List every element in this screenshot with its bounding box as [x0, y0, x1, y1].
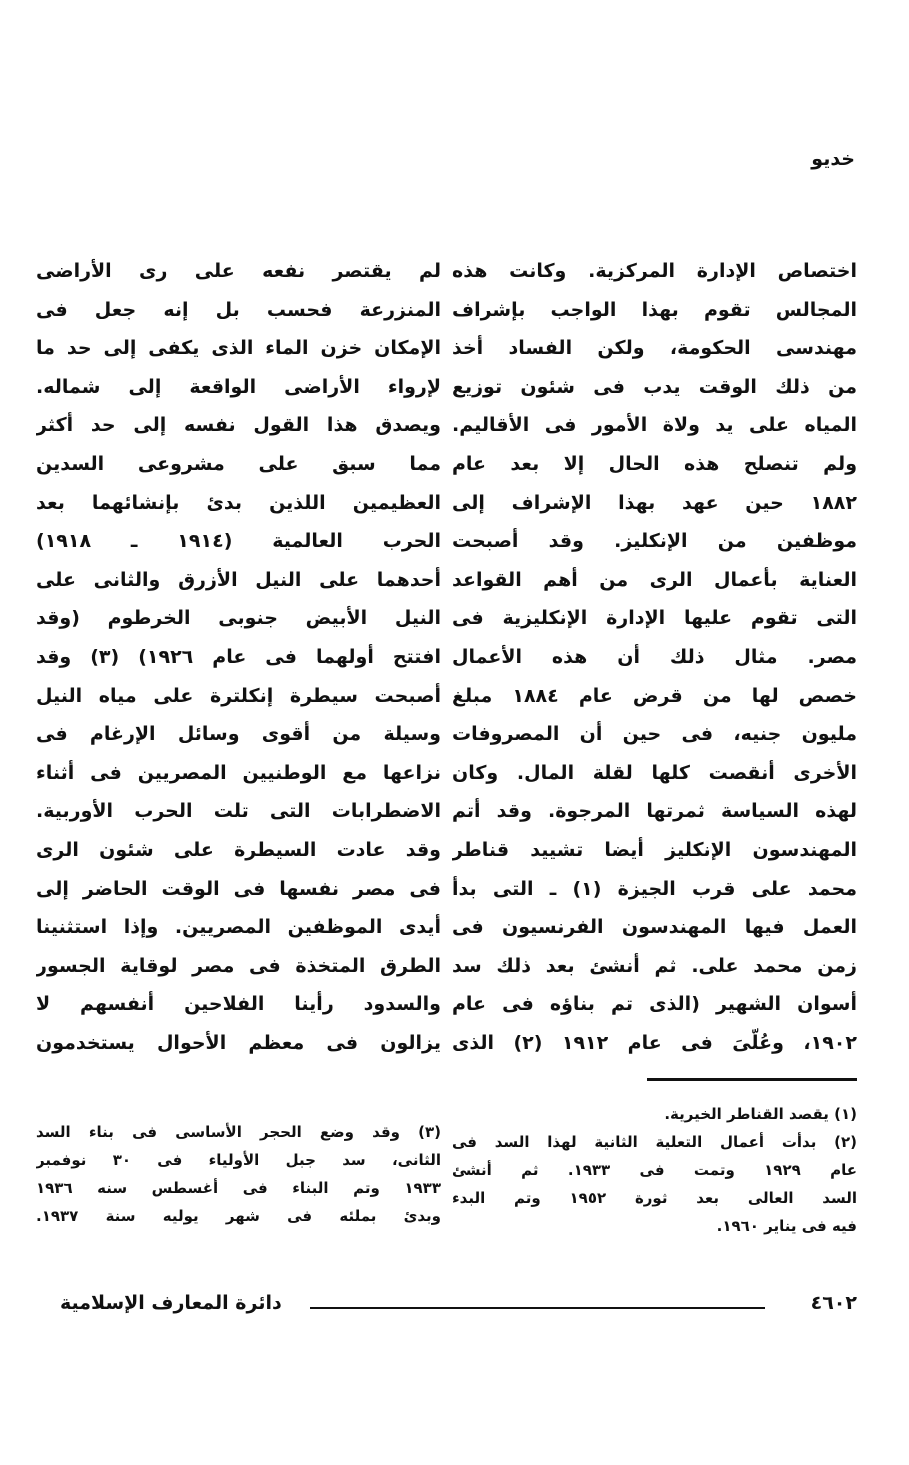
text-line: والسدود رأينا الفلاحين أنفسهم لا — [36, 993, 441, 1016]
text-line: خصص لها من قرض عام ١٨٨٤ مبلغ — [452, 684, 857, 707]
text-line: لإرواء الأراضى الواقعة إلى شماله. — [36, 375, 441, 398]
page-footer — [60, 1292, 857, 1322]
page-number: ٤٦٠٢ — [810, 1292, 857, 1314]
journal-title: دائرة المعارف الإسلامية — [60, 1292, 282, 1314]
text-line: موظفين من الإنكليز. وقد أصبحت — [452, 530, 857, 553]
footnote-line: ١٩٣٣ وتم البناء فى أغسطس سنه ١٩٣٦ — [36, 1179, 441, 1197]
text-line: من ذلك الوقت يدب فى شئون توزيع — [452, 375, 857, 398]
text-line: أحدهما على النيل الأزرق والثانى على — [36, 568, 441, 591]
text-line: المياه على يد ولاة الأمور فى الأقاليم. — [452, 414, 857, 437]
text-line: وسيلة من أقوى وسائل الإرغام فى — [36, 723, 441, 746]
text-line: نزاعها مع الوطنيين المصريين فى أثناء — [36, 761, 441, 784]
text-line: يزالون فى معظم الأحوال يستخدمون — [36, 1031, 441, 1054]
text-line: الحرب العالمية (١٩١٤ ـ ١٩١٨) — [36, 530, 441, 553]
running-head: خديو — [811, 148, 855, 170]
text-line: الطرق المتخذة فى مصر لوقاية الجسور — [36, 954, 441, 977]
text-line: ١٩٠٢، وعُلّىَ فى عام ١٩١٢ (٢) الذى — [452, 1031, 857, 1054]
text-line: لهذه السياسة ثمرتها المرجوة. وقد أتم — [452, 800, 857, 823]
text-line: أصبحت سيطرة إنكلترة على مياه النيل — [36, 684, 441, 707]
footnote-line: فيه فى يناير ١٩٦٠. — [716, 1217, 857, 1235]
text-line: فى مصر نفسها فى الوقت الحاضر إلى — [36, 877, 441, 900]
text-line: الإمكان خزن الماء الذى يكفى إلى حد ما — [36, 337, 441, 360]
text-line: وقد عادت السيطرة على شئون الرى — [36, 838, 441, 861]
text-column-right — [452, 252, 857, 1062]
footer-divider — [310, 1307, 765, 1309]
text-line: لم يقتصر نفعه على رى الأراضى — [36, 260, 441, 282]
text-line: العناية بأعمال الرى من أهم القواعد — [452, 568, 857, 591]
text-line: أسوان الشهير (الذى تم بناؤه فى عام — [452, 993, 857, 1016]
footnote-divider — [647, 1078, 857, 1081]
footnotes-left — [36, 1118, 441, 1230]
text-line: النيل الأبيض جنوبى الخرطوم (وقد — [36, 607, 441, 630]
text-line: ويصدق هذا القول نفسه إلى حد أكثر — [36, 414, 441, 437]
footnote-line: عام ١٩٢٩ وتمت فى ١٩٣٣. ثم أنشئ — [452, 1161, 857, 1179]
text-line: مليون جنيه، فى حين أن المصروفات — [452, 723, 857, 746]
text-line: المجالس تقوم بهذا الواجب بإشراف — [452, 298, 857, 321]
text-line: التى تقوم عليها الإدارة الإنكليزية فى — [452, 607, 857, 630]
footnote-line: وبدئ بملئه فى شهر يوليه سنة ١٩٣٧. — [36, 1207, 441, 1225]
footnote-line: الثانى، سد جبل الأولياء فى ٣٠ نوفمبر — [36, 1151, 441, 1169]
text-line: زمن محمد على. ثم أنشئ بعد ذلك سد — [452, 954, 857, 977]
text-line: الاضطرابات التى تلت الحرب الأوربية. — [36, 800, 441, 823]
text-line: مصر. مثال ذلك أن هذه الأعمال — [452, 645, 857, 668]
footnotes-right — [452, 1100, 857, 1240]
text-line: العمل فيها المهندسون الفرنسيون فى — [452, 916, 857, 939]
text-line: أيدى الموظفين المصريين. وإذا استثنينا — [36, 916, 441, 939]
footnote-line: (٣) وقد وضع الحجر الأساسى فى بناء السد — [36, 1123, 441, 1141]
text-line: ١٨٨٢ حين عهد بهذا الإشراف إلى — [452, 491, 857, 514]
footnote-line: السد العالى بعد ثورة ١٩٥٢ وتم البدء — [452, 1189, 857, 1207]
text-line: المهندسون الإنكليز أيضا تشييد قناطر — [452, 838, 857, 861]
text-line: مما سبق على مشروعى السدين — [36, 452, 441, 475]
text-line: اختصاص الإدارة المركزية. وكانت هذه — [452, 260, 857, 282]
text-line: المنزرعة فحسب بل إنه جعل فى — [36, 298, 441, 321]
text-line: ولم تنصلح هذه الحال إلا بعد عام — [452, 452, 857, 475]
text-line: محمد على قرب الجيزة (١) ـ التى بدأ — [452, 877, 857, 900]
text-line: الأخرى أنقصت كلها لقلة المال. وكان — [452, 761, 857, 784]
text-line: العظيمين اللذين بدئ بإنشائهما بعد — [36, 491, 441, 514]
footnote-line: (٢) بدأت أعمال التعلية الثانية لهذا السد فى — [452, 1133, 857, 1151]
footnote-line: (١) يقصد القناطر الخيرية. — [664, 1105, 857, 1123]
text-line: مهندسى الحكومة، ولكن الفساد أخذ — [452, 337, 857, 360]
text-line: افتتح أولهما فى عام ١٩٢٦) (٣) وقد — [36, 645, 441, 668]
text-column-left — [36, 252, 441, 1062]
